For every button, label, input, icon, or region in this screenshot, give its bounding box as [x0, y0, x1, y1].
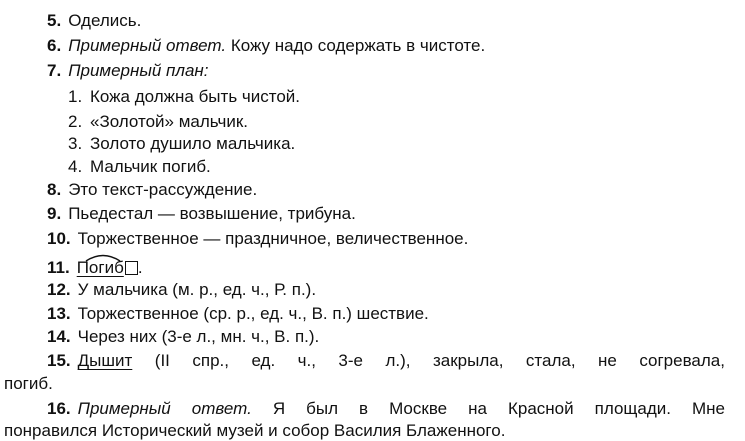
answer-8 — [47, 180, 257, 200]
plan-index: 1. — [68, 87, 83, 106]
answer-text: Пьедестал — возвышение, трибуна. — [68, 204, 356, 223]
null-ending-box — [125, 261, 138, 275]
plan-text: Кожа должна быть чистой. — [90, 87, 301, 106]
item-number: 11. — [47, 258, 70, 277]
item-number: 7. — [47, 61, 62, 80]
answer-text: Через них (3-е л., мн. ч., В. п.). — [77, 327, 320, 346]
answer-7 — [47, 61, 209, 81]
answer-label: Примерный ответ. — [68, 36, 227, 55]
item-number: 8. — [47, 180, 62, 199]
item-number: 9. — [47, 204, 62, 223]
plan-text: Мальчик погиб. — [90, 157, 211, 176]
item-number: 14. — [47, 327, 71, 346]
underlined-word: Дышит — [77, 351, 133, 370]
stem-word: Погиб — [76, 258, 124, 277]
answer-16 — [47, 399, 725, 419]
item-number: 15. — [47, 351, 71, 370]
answer-text: У мальчика (м. р., ед. ч., Р. п.). — [77, 280, 317, 299]
plan-text: Золото душило мальчика. — [90, 134, 296, 153]
item-number: 16. — [47, 399, 71, 418]
answer-text: Кожу надо содержать в чистоте. — [230, 36, 486, 55]
answer-15 — [47, 351, 725, 371]
plan-text: «Золотой» мальчик. — [90, 112, 249, 131]
answer-15-continuation — [4, 374, 53, 394]
answer-14 — [47, 327, 319, 347]
plan-item — [68, 134, 295, 154]
answer-9 — [47, 204, 356, 224]
answer-text: Я был в Москве на Красной площади. Мне — [272, 399, 725, 418]
answer-text-cont: погиб. — [4, 374, 53, 393]
plan-item — [68, 157, 211, 177]
item-number: 13. — [47, 304, 71, 323]
plan-index: 3. — [68, 134, 83, 153]
answer-16-continuation — [4, 421, 505, 441]
item-number: 10. — [47, 229, 71, 248]
answer-6 — [47, 36, 485, 56]
word-morphemes — [77, 258, 138, 278]
plan-index: 2. — [68, 112, 83, 131]
answer-label: Примерный план: — [68, 61, 209, 80]
answer-10 — [47, 229, 468, 249]
answer-tail: . — [137, 258, 143, 277]
answer-text: Торжественное (ср. р., ед. ч., В. п.) шествие. — [77, 304, 429, 323]
answer-text: Это текст-рассуждение. — [68, 180, 258, 199]
answer-label: Примерный ответ. — [77, 399, 252, 418]
item-number: 12. — [47, 280, 71, 299]
item-number: 5. — [47, 11, 62, 30]
answer-11 — [47, 258, 143, 278]
plan-item — [68, 87, 300, 107]
root-arc-mark — [85, 252, 121, 262]
answer-12 — [47, 280, 316, 300]
plan-index: 4. — [68, 157, 83, 176]
answer-5 — [47, 11, 141, 31]
answer-text: Торжественное — праздничное, величественное. — [77, 229, 469, 248]
answer-13 — [47, 304, 429, 324]
item-number: 6. — [47, 36, 62, 55]
plan-item — [68, 112, 248, 132]
answer-text: (II спр., ед. ч., 3-е л.), закрыла, стала, не согревала, — [154, 351, 725, 370]
answer-text-cont: понравился Исторический музей и собор Василия Блаженного. — [4, 421, 506, 440]
answer-text: Оделись. — [68, 11, 142, 30]
